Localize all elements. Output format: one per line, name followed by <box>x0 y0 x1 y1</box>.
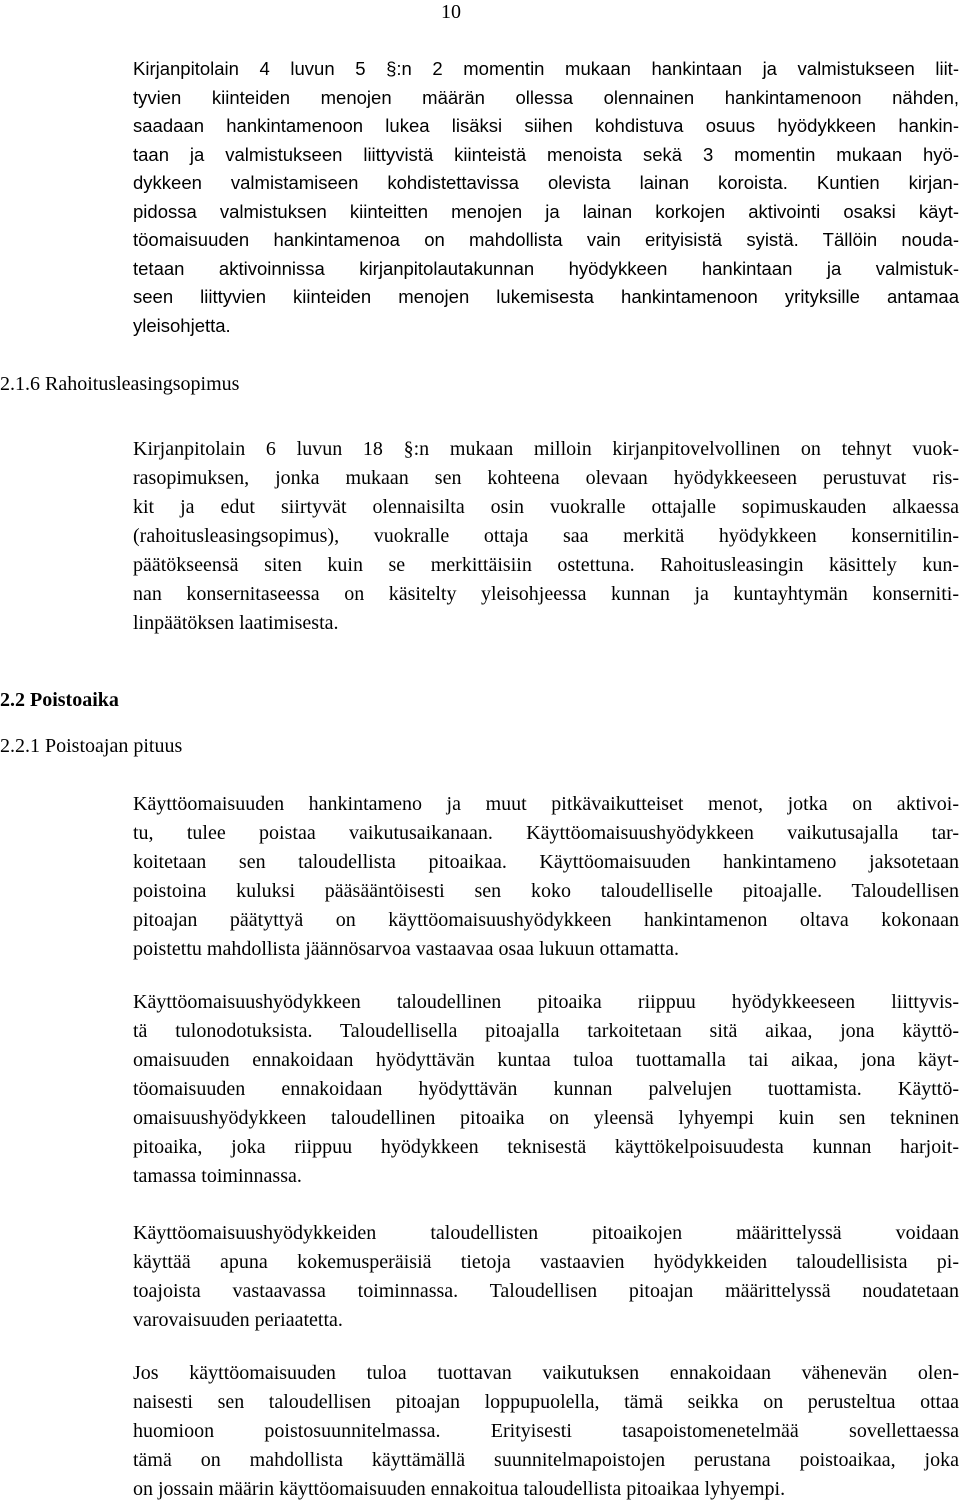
text-line: omaisuushyödykkeen taloudellinen pitoaika on yleensä lyhyempi kuin sen tekninen <box>133 1107 959 1129</box>
text-line: huomioon poistosuunnitelmassa. Erityisesti tasapoistomenetelmää sovellettaessa <box>133 1420 959 1442</box>
text-line: poistoina kuluksi pääsääntöisesti sen koko taloudelliselle pitoajalle. Taloudellisen <box>133 880 959 902</box>
text-line: käyttää apuna kokemusperäisiä tietoja vastaavien hyödykkeiden taloudellisista pi- <box>133 1251 959 1273</box>
text-line: töomaisuuden hankintamenoa on mahdollista vain erityisistä syistä. Tällöin nouda- <box>133 229 959 250</box>
page-number: 10 <box>441 1 461 23</box>
text-line: töomaisuuden ennakoidaan hyödyttävän kunnan palvelujen tuottamista. Käyttö- <box>133 1078 959 1100</box>
text-line: Käyttöomaisuuden hankintameno ja muut pitkävaikutteiset menot, jotka on aktivoi- <box>133 793 959 815</box>
paragraph-capitalized-interest <box>133 55 959 340</box>
text-line: koitetaan sen taloudellista pitoaikaa. Käyttöomaisuuden hankintameno jaksotetaan <box>133 851 959 873</box>
text-line: omaisuuden ennakoidaan hyödyttävän kuntaa tuloa tuottamalla tai aikaa, jona käyt- <box>133 1049 959 1071</box>
heading-2-2-1: 2.2.1 Poistoajan pituus <box>0 735 183 757</box>
text-line: Käyttöomaisuushyödykkeen taloudellinen pitoaika riippuu hyödykkeeseen liittyvis- <box>133 991 959 1013</box>
text-line: pitoaika, joka riippuu hyödykkeen teknisestä käyttökelpoisuudesta kunnan harjoit- <box>133 1136 959 1158</box>
paragraph-economic-useful-life <box>133 988 959 1191</box>
text-line: rasopimuksen, jonka mukaan sen kohteena olevaan hyödykkeeseen perustuvat ris- <box>133 467 959 489</box>
text-line: (rahoitusleasingsopimus), vuokralle ottaja saa merkitä hyödykkeen konsernitilin- <box>133 525 959 547</box>
text-line: Jos käyttöomaisuuden tuloa tuottavan vaikutuksen ennakoidaan vähenevän olen- <box>133 1362 959 1384</box>
paragraph-depreciation-period <box>133 790 959 964</box>
paragraph-declining-benefit <box>133 1359 959 1504</box>
text-line: tä tulonodotuksista. Taloudellisella pitoajalla tarkoitetaan sitä aikaa, jona käyttö- <box>133 1020 959 1042</box>
text-line: on jossain määrin käyttöomaisuuden ennakoitua taloudellista pitoaikaa lyhyempi. <box>133 1478 786 1500</box>
text-line: seen liittyvien kiinteiden menojen lukemisesta hankintamenoon yrityksille antamaa <box>133 286 959 307</box>
text-line: linpäätöksen laatimisesta. <box>133 612 339 634</box>
text-line: kit ja edut siirtyvät olennaisilta osin vuokralle ottajalle sopimuskauden alkaessa <box>133 496 959 518</box>
paragraph-finance-leasing <box>133 435 959 638</box>
text-line: Käyttöomaisuushyödykkeiden taloudellisten pitoaikojen määrittelyssä voidaan <box>133 1222 959 1244</box>
text-line: tämä on mahdollista käyttämällä suunnitelmapoistojen perustana poistoaikaa, joka <box>133 1449 959 1471</box>
text-line: naisesti sen taloudellisen pitoajan loppupuolella, tämä seikka on perusteltua ottaa <box>133 1391 959 1413</box>
text-line: tu, tulee poistaa vaikutusaikanaan. Käyttöomaisuushyödykkeen vaikutusajalla tar- <box>133 822 959 844</box>
text-line: päätökseensä siten kuin se merkittäisiin ostettuna. Rahoitusleasingin käsittely kun- <box>133 554 959 576</box>
paragraph-useful-life-estimation <box>133 1219 959 1335</box>
text-line: taan ja valmistukseen liittyvistä kiinteistä menoista sekä 3 momentin mukaan hyö- <box>133 143 959 165</box>
text-line: tyvien kiinteiden menojen määrän ollessa olennainen hankintamenoon nähden, <box>133 86 959 108</box>
text-line: nan konsernitaseessa on käsitelty yleisohjeessa kunnan ja kuntayhtymän konserniti- <box>133 583 959 605</box>
text-line: poistettu mahdollista jäännösarvoa vastaavaa osaa lukuun ottamatta. <box>133 938 679 960</box>
text-line: Kirjanpitolain 6 luvun 18 §:n mukaan milloin kirjanpitovelvollinen on tehnyt vuok- <box>133 438 959 460</box>
text-line: varovaisuuden periaatetta. <box>133 1309 343 1331</box>
heading-2-2: 2.2 Poistoaika <box>0 689 119 711</box>
text-line: tetaan aktivoinnissa kirjanpitolautakunnan hyödykkeen hankintaan ja valmistuk- <box>133 257 959 279</box>
text-line: toajoista vastaavassa toiminnassa. Taloudellisen pitoajan määrittelyssä noudatetaan <box>133 1280 959 1302</box>
text-line: Kirjanpitolain 4 luvun 5 §:n 2 momentin mukaan hankintaan ja valmistukseen liit- <box>133 58 959 79</box>
text-line: tamassa toiminnassa. <box>133 1165 302 1187</box>
text-line: pidossa valmistuksen kiinteitten menojen ja lainan korkojen aktivointi osaksi käyt- <box>133 200 959 222</box>
heading-2-1-6: 2.1.6 Rahoitusleasingsopimus <box>0 373 240 395</box>
text-line: saadaan hankintamenoon lukea lisäksi siihen kohdistuva osuus hyödykkeen hankin- <box>133 115 959 136</box>
text-line: pitoajan päätyttyä on käyttöomaisuushyödykkeen hankintamenon oltava kokonaan <box>133 909 959 931</box>
text-line: yleisohjetta. <box>133 314 231 336</box>
text-line: dykkeen valmistamiseen kohdistettavissa olevista lainan koroista. Kuntien kirjan- <box>133 172 959 193</box>
